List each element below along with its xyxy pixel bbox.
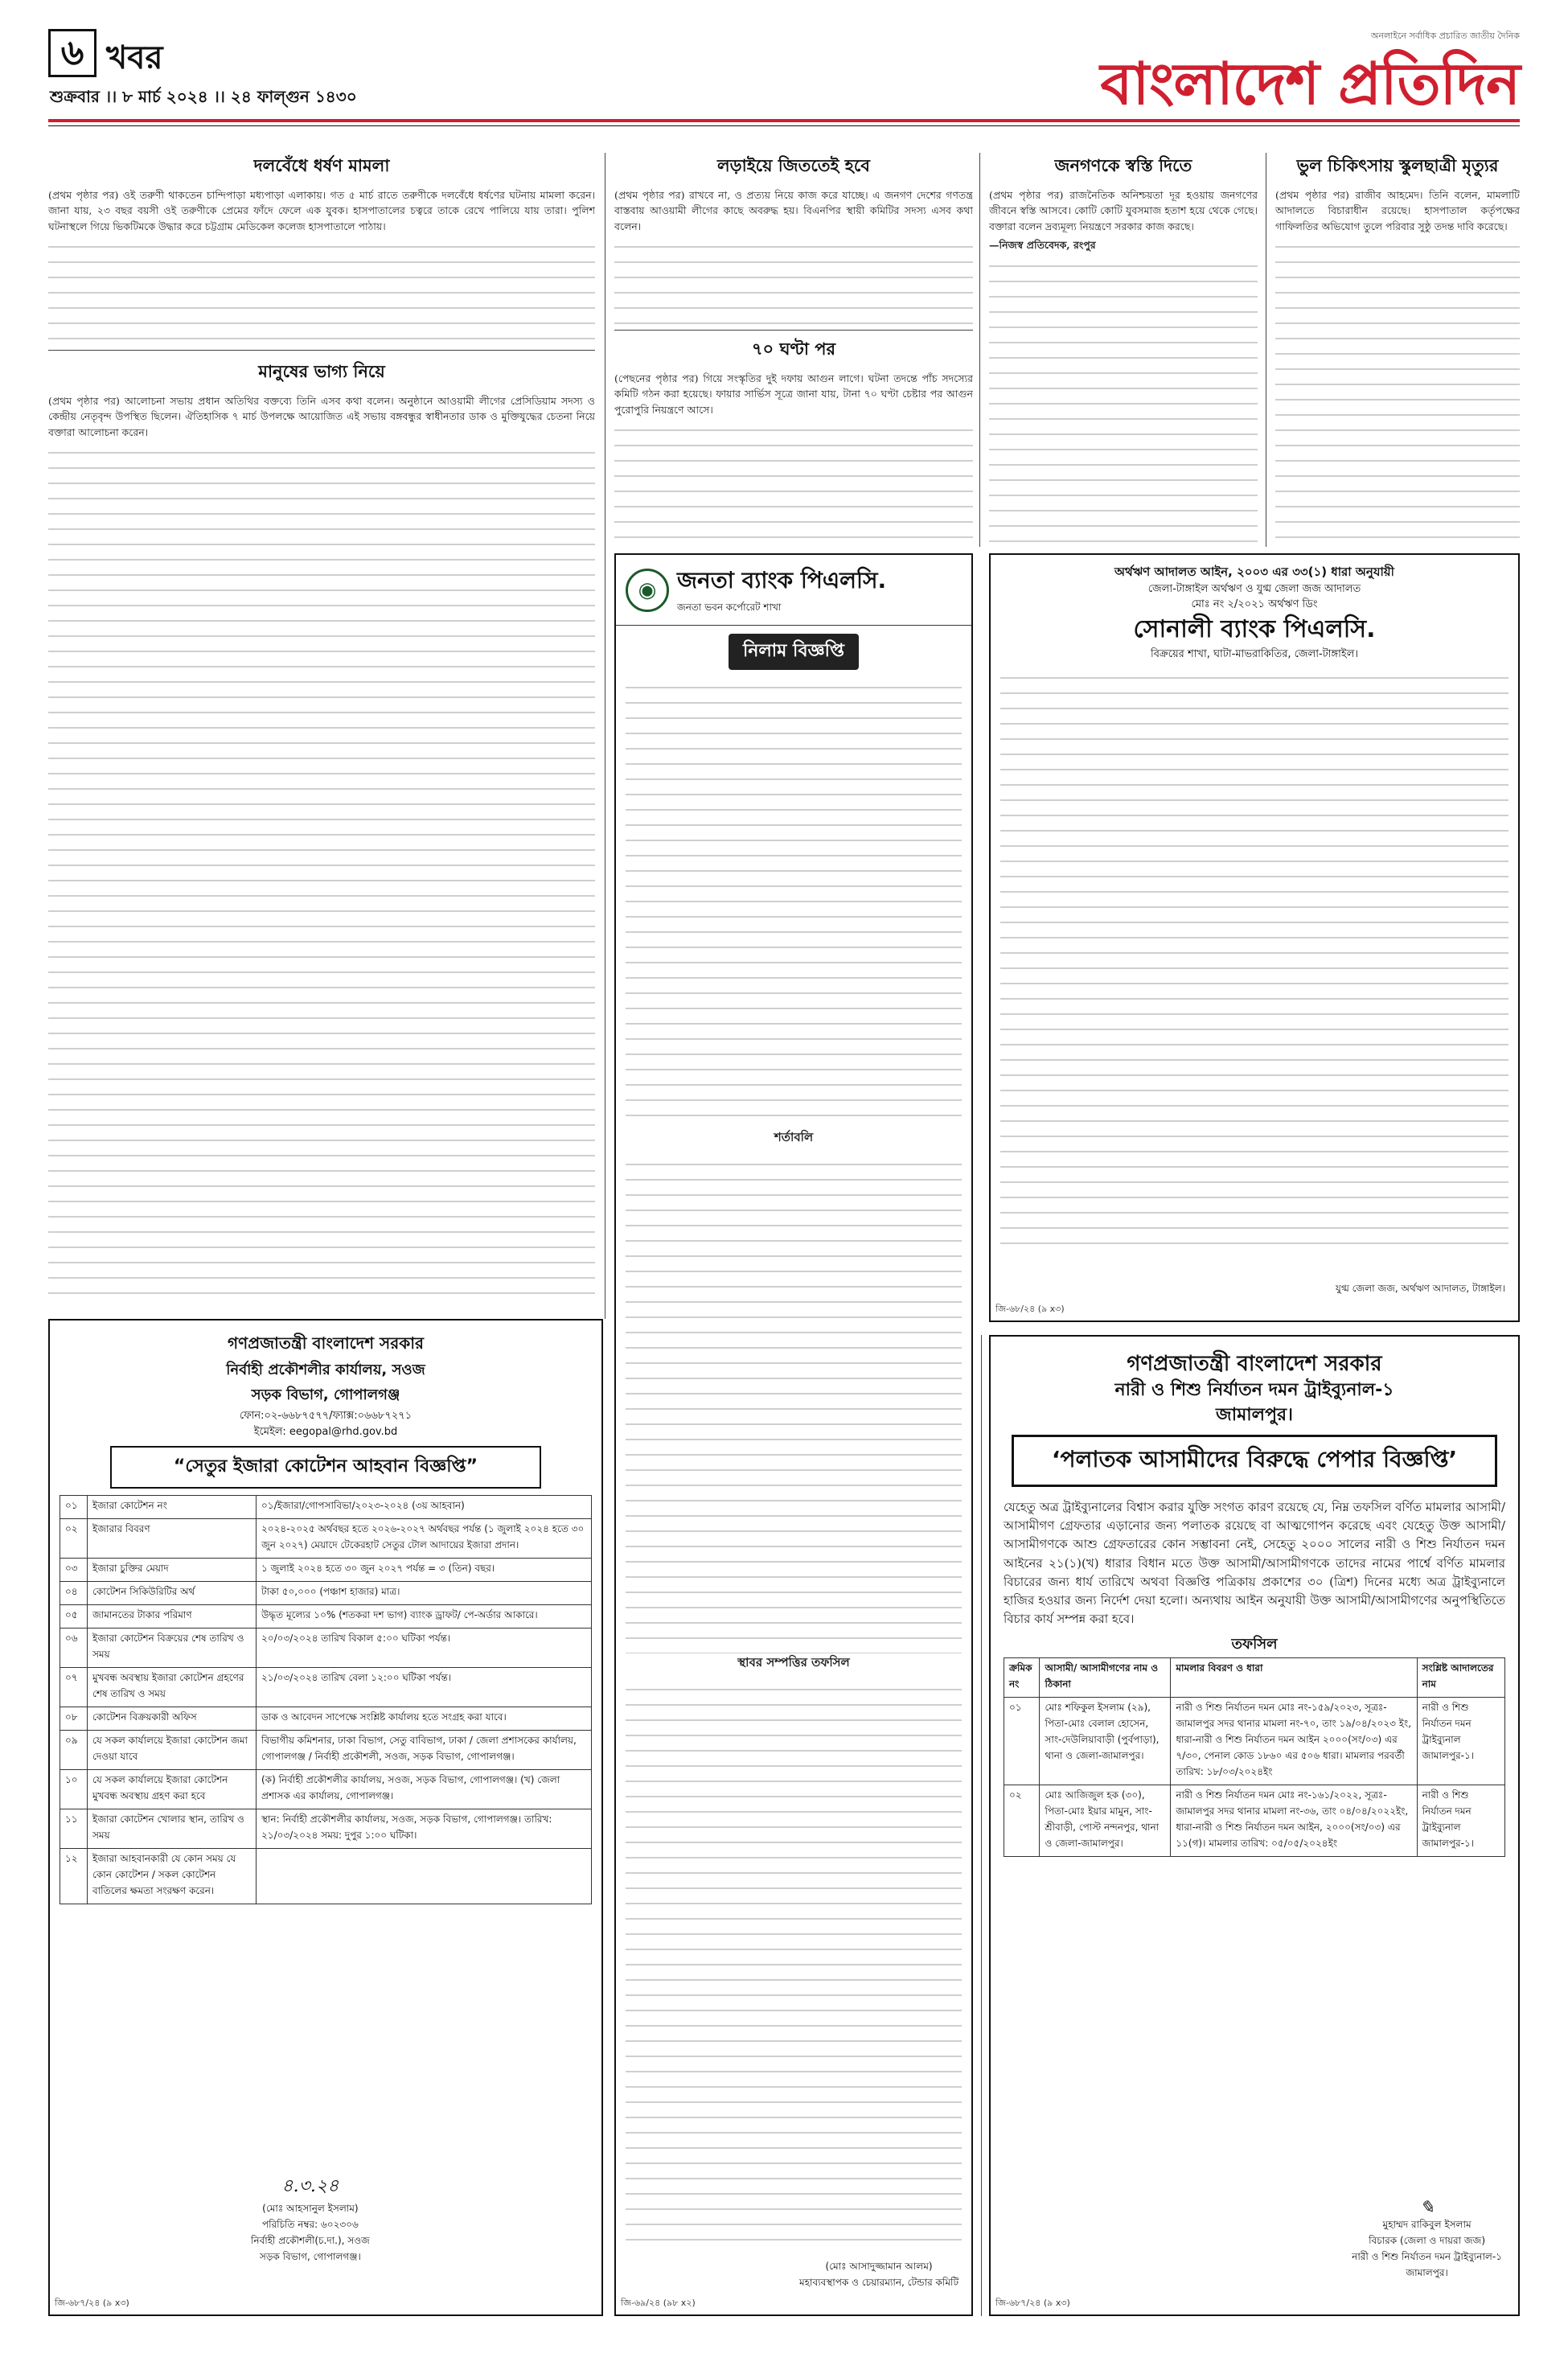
row-number: ০৫ xyxy=(60,1605,88,1629)
office-name: নির্বাহী প্রকৌশলীর কার্যালয়, সওজ xyxy=(226,1362,425,1378)
notice-text: যেহেতু অত্র ট্রাইব্যুনালের বিশ্বাস করার যুক্তি সংগত কারণ রয়েছে যে, নিম্ন তফসিল বর্ণিত মামলার আসামী/আসামীগণ গ্রেফতার এড়ানোর জন্য পলাতক রয়েছে বা আত্মগোপন করেছে এবং যেহেতু উক্ত আসামী/আসামীগণকে আশু গ্রেফতারের কোন সম্ভাবনা নেই, সেহেতু ২০০০ সালের নারী ও শিশু নির্যাতন দমন আইনের ২১(১)(খ) ধারার বিধান মতে উক্ত আসামী/আসামীগণকে তাদের নামের পার্শ্বে বর্ণিত মামলার বিচারের জন্য ধার্য তারিখে অথবা বিজ্ঞপ্তি পত্রিকায় প্রকাশের ৩০ (ত্রিশ) দিনের মধ্যে অত্র ট্রাইব্যুনালে হাজির হওয়ার জন্য নির্দেশ দেয়া হলো। অন্যথায় আইন অনুযায়ী উক্ত আসামী/আসামীগণের অনুপস্থিতিতে বিচার কার্য সম্পন্ন করা হবে। xyxy=(1004,1499,1505,1627)
notice-title: নিলাম বিজ্ঞপ্তি xyxy=(729,634,859,670)
signature: ৪.৩.২৪ xyxy=(281,2176,339,2196)
table-row xyxy=(60,1559,592,1582)
row-item: কোটেশন সিকিউরিটির অর্থ xyxy=(88,1582,257,1605)
article-text-lines xyxy=(1275,237,1520,547)
notice-text-lines xyxy=(1000,668,1508,1247)
signatory-name: মুহাম্মদ রাকিবুল ইসলাম xyxy=(1382,2219,1472,2230)
accused-table xyxy=(1004,1657,1505,1857)
table-row xyxy=(60,1731,592,1770)
signatory-court: নারী ও শিশু নির্যাতন দমন ট্রাইব্যুনাল-১ xyxy=(1352,2251,1502,2262)
signatory-name: (মোঃ আহসানুল ইসলাম) xyxy=(262,2203,359,2214)
signatory-role: বিচারক (জেলা ও দায়রা জজ) xyxy=(1369,2235,1486,2246)
signatory-place: সড়ক বিভাগ, গোপালগঞ্জ। xyxy=(259,2251,361,2262)
signature: ✎ xyxy=(1419,2198,1435,2218)
row-value: ০১/ইজারা/গোপসাবিভা/২০২৩-২০২৪ (৩য় আহবান) xyxy=(257,1496,592,1519)
article-fate-of-people xyxy=(48,359,595,1308)
article-must-win-fight xyxy=(614,153,973,326)
quotation-table xyxy=(60,1495,592,1904)
row-item: ইজারা কোটেশন নং xyxy=(88,1496,257,1519)
notice-title: “সেতুর ইজারা কোটেশন আহবান বিজ্ঞপ্তি” xyxy=(110,1446,540,1489)
table-row xyxy=(60,1809,592,1849)
row-value: টাকা ৫০,০০০ (পঞ্চাশ হাজার) মাত্র। xyxy=(257,1582,592,1605)
article-text-lines xyxy=(614,237,973,326)
row-value: ১ জুলাই ২০২৪ হতে ৩০ জুন ২০২৭ পর্যন্ত = ৩ (তিন) বছর। xyxy=(257,1559,592,1582)
table-row xyxy=(60,1770,592,1809)
article-headline: ৭০ ঘণ্টা পর xyxy=(751,339,836,359)
table-row xyxy=(60,1707,592,1731)
signatory-place: জামালপুর। xyxy=(1406,2267,1448,2278)
signatory-id: পরিচিতি নম্বর: ৬০২৩০৬ xyxy=(261,2219,359,2230)
row-value: বিভাগীয় কমিশনার, ঢাকা বিভাগ, সেতু বাবিভাগ, ঢাকা / জেলা প্রশাসকের কার্যালয়, গোপালগঞ্জ / নির্বাহী প্রকৌশলী, সওজ, সড়ক বিভাগ, গোপালগঞ্জ। xyxy=(257,1731,592,1770)
table-cell: ০১ xyxy=(1004,1697,1040,1785)
tagline: অনলাইনে সর্বাধিক প্রচারিত জাতীয় দৈনিক xyxy=(1370,31,1520,41)
column-header: ক্রমিক নং xyxy=(1004,1657,1040,1697)
row-item: ইজারা কোটেশন খোলার স্থান, তারিখ ও সময় xyxy=(88,1809,257,1849)
row-value xyxy=(257,1849,592,1904)
schedule-title: স্থাবর সম্পত্তির তফসিল xyxy=(737,1655,850,1670)
bank-branch: জনতা ভবন কর্পোরেট শাখা xyxy=(677,602,782,613)
row-item: যে সকল কার্যালয়ে ইজারা কোটেশন জমা দেওয়া যাবে xyxy=(88,1731,257,1770)
header-rule-thin xyxy=(48,125,1520,126)
page-header xyxy=(48,29,1520,142)
row-item: জামানতের টাকার পরিমাণ xyxy=(88,1605,257,1629)
row-item: যে সকল কার্যালয়ে ইজারা কোটেশন মুখবন্ধ অবস্থায় গ্রহণ করা হবে xyxy=(88,1770,257,1809)
article-wrong-treatment xyxy=(1275,153,1520,547)
row-item: ইজারা কোটেশন বিক্রয়ের শেষ তারিখ ও সময় xyxy=(88,1629,257,1668)
page-number: ৬ xyxy=(48,29,96,77)
table-row xyxy=(60,1629,592,1668)
phone: ফোন:০২-৬৬৮৭৫৭৭/ফ্যাক্স:০৬৬৮৭২৭১ xyxy=(239,1410,413,1422)
ad-ref: জি-৬৮/২৪ (৯ x৩) xyxy=(995,1304,1065,1314)
article-headline: দলবেঁধে ধর্ষণ মামলা xyxy=(253,156,390,175)
article-headline: মানুষের ভাগ্য নিয়ে xyxy=(258,362,385,381)
ad-ref: জি-৬৯/২৪ (৯৮ x২) xyxy=(621,2298,696,2308)
bank-branch: বিক্রয়ের শাখা, ঘাটা-মাভরাকিতির, জেলা-টাঙ্গাইল। xyxy=(1150,647,1359,660)
ad-ref: জি-৬৮৭/২৪ (৯ x৩) xyxy=(55,2298,129,2308)
article-divider xyxy=(48,350,595,351)
terms-text-lines xyxy=(626,1155,962,1653)
article-text-lines xyxy=(48,443,595,1308)
row-number: ১০ xyxy=(60,1770,88,1809)
signatory-name: (মোঃ আসাদুজ্জামান আলম) xyxy=(825,2261,933,2272)
column-divider xyxy=(979,153,980,547)
article-text-lines xyxy=(989,257,1258,548)
court-name: জেলা-টাঙ্গাইল অর্থঋণ ও যুগ্ম জেলা জজ আদালত xyxy=(1147,582,1361,595)
table-row xyxy=(60,1668,592,1707)
row-value: ২১/০৩/২০২৪ তারিখ বেলা ১২:০০ ঘটিকা পর্যন্ত। xyxy=(257,1668,592,1707)
row-value: ২০২৪-২০২৫ অর্থবছর হতে ২০২৬-২০২৭ অর্থবছর পর্যন্ত (১ জুলাই ২০২৪ হতে ৩০ জুন ২০২৭) মেয়াদে টেকেরহাট সেতুর টোল আদায়ের ইজারা প্রদান। xyxy=(257,1519,592,1559)
article-lead: (প্রথম পৃষ্ঠার পর) রাজনৈতিক অনিশ্চয়তা দূর হওয়ায় জনগণের জীবনে স্বস্তি আসবে। কোটি কোটি যুবসমাজ হতাশ হয়ে থেকে গেছে। বক্তারা বলেন দ্রব্যমূল্য নিয়ন্ত্রণে সরকার কাজ করছে। xyxy=(989,189,1258,232)
row-value: উদ্ধৃত মূল্যের ১০% (শতকরা দশ ভাগ) ব্যাংক ড্রাফট/ পে-অর্ডার আকারে। xyxy=(257,1605,592,1629)
row-value: স্থান: নির্বাহী প্রকৌশলীর কার্যালয়, সওজ, সড়ক বিভাগ, গোপালগঞ্জ। তারিখ: ২১/০৩/২০২৪ সময়: দুপুর ১:০০ ঘটিকা। xyxy=(257,1809,592,1849)
tribunal-notice-ad xyxy=(989,1335,1520,2316)
article-after-70-hours xyxy=(614,336,973,542)
ad-ref: জি-৬৮৭/২৪ (৯ x৩) xyxy=(995,2298,1070,2308)
notice-title: ‘পলাতক আসামীদের বিরুদ্ধে পেপার বিজ্ঞপ্তি’ xyxy=(1012,1435,1497,1487)
column-header: মামলার বিবরণ ও ধারা xyxy=(1171,1657,1417,1697)
table-row xyxy=(1004,1697,1505,1785)
bank-name: সোনালী ব্যাংক পিএলসি. xyxy=(1133,614,1376,643)
article-byline: —নিজস্ব প্রতিবেদক, রংপুর xyxy=(989,239,1096,252)
case-number: মোঃ নং ২/২০২১ অর্থঋণ ডিং xyxy=(1191,598,1318,610)
table-row xyxy=(1004,1785,1505,1856)
row-number: ০৪ xyxy=(60,1582,88,1605)
table-cell: মোঃ আজিজুল হক (৩০), পিতা-মোঃ ইয়ার মামুন, সাং-শ্রীবাড়ী, পোস্ট নন্দনপুর, থানা ও জেলা-জামালপুর। xyxy=(1040,1785,1171,1856)
table-cell: নারী ও শিশু নির্যাতন দমন মোঃ নং-১৫৯/২০২৩, সূত্রঃ-জামালপুর সদর থানার মামলা নং-৭০, তাং ১৯/০৪/২০২৩ ইং, ধারা-নারী ও শিশু নির্যাতন দমন আইন ২০০০(সং/০৩) এর ৭/৩০, পেনাল কোড ১৮৬০ এর ৫০৬ ধারা। মামলার পরবর্তী তারিখ: ১৮/০৩/২০২৪ইং xyxy=(1171,1697,1417,1785)
table-cell: নারী ও শিশু নির্যাতন দমন ট্রাইব্যুনাল জামালপুর-১। xyxy=(1417,1697,1504,1785)
table-row xyxy=(60,1605,592,1629)
article-lead: (প্রথম পৃষ্ঠার পর) ওই তরুণী থাকতেন চান্দিপাড়া মধ্যপাড়া এলাকায়। গত ৫ মার্চ রাতে তরুণীকে দলবেঁধে ধর্ষণের ঘটনায় মামলা করেন। জানা যায়, ২৩ বছর বয়সী ওই তরুণীকে প্রেমের ফাঁদে ফেলে এক যুবক। হাসপাতালের চত্বরে তাকে রেখে পালিয়ে যায় তারা। পুলিশ ঘটনাস্থলে গিয়ে ভিকটিমকে উদ্ধার করে চট্টগ্রাম মেডিকেল কলেজ হাসপাতালে পাঠায়। xyxy=(48,189,595,232)
dept-name: সড়ক বিভাগ, গোপালগঞ্জ xyxy=(251,1386,400,1403)
row-value: ২০/০৩/২০২৪ তারিখ বিকাল ৫:০০ ঘটিকা পর্যন্ত। xyxy=(257,1629,592,1668)
schedule-title: তফসিল xyxy=(1231,1635,1278,1653)
article-relief-to-people xyxy=(989,153,1258,547)
row-number: ০৭ xyxy=(60,1668,88,1707)
terms-title: শর্তাবলি xyxy=(774,1130,814,1144)
article-headline: জনগণকে স্বস্তি দিতে xyxy=(1054,156,1192,175)
gov-name: গণপ্রজাতন্ত্রী বাংলাদেশ সরকার xyxy=(1127,1352,1382,1376)
row-number: ০৬ xyxy=(60,1629,88,1668)
table-cell: নারী ও শিশু নির্যাতন দমন মোঃ নং-১৬১/২০২২, সূত্রঃ-জামালপুর সদর থানার মামলা নং-৩৬, তাং ০৪/০৪/২০২২ইং, ধারা-নারী ও শিশু নির্যাতন দমন আইন, ২০০০(সং/০৩) এর ১১(গ)। মামলার তারিখ: ০৫/০৫/২০২৪ইং xyxy=(1171,1785,1417,1856)
table-cell: ০২ xyxy=(1004,1785,1040,1856)
article-lead: (প্রথম পৃষ্ঠার পর) রাখবে না, ও প্রত্যয় নিয়ে কাজ করে যাচ্ছে। এ জনগণ দেশের গণতন্ত্র বাস্তবায় আওয়ামী লীগের কাছে অবরুদ্ধ হয়। বিএনপির স্থায়ী কমিটির সদস্য এসব কথা বলেন। xyxy=(614,189,973,232)
row-number: ১১ xyxy=(60,1809,88,1849)
column-header: আসামী/ আসামীগণের নাম ও ঠিকানা xyxy=(1040,1657,1171,1697)
masthead-logo[interactable]: বাংলাদেশ প্রতিদিন xyxy=(1100,49,1520,117)
court-name: নারী ও শিশু নির্যাতন দমন ট্রাইব্যুনাল-১ xyxy=(1114,1380,1394,1401)
signatory-role: নির্বাহী প্রকৌশলী(চ.দা.), সওজ xyxy=(251,2235,370,2246)
signatory-role: মহাব্যবস্থাপক ও চেয়ারম্যান, টেন্ডার কমিটি xyxy=(799,2277,958,2288)
row-item: ইজারা চুক্তির মেয়াদ xyxy=(88,1559,257,1582)
article-headline: ভুল চিকিৎসায় স্কুলছাত্রী মৃত্যুর xyxy=(1296,156,1499,175)
row-number: ০৩ xyxy=(60,1559,88,1582)
judge-title: যুগ্ম জেলা জজ, অর্থঋণ আদালত, টাঙ্গাইল। xyxy=(1335,1283,1505,1294)
row-item: ইজারা আহবানকারী যে কোন সময় যে কোন কোটেশন / সকল কোটেশন বাতিলের ক্ষমতা সংরক্ষণ করেন। xyxy=(88,1849,257,1904)
table-row xyxy=(60,1849,592,1904)
row-value: (ক) নির্বাহী প্রকৌশলীর কার্যালয়, সওজ, সড়ক বিভাগ, গোপালগঞ্জ। (খ) জেলা প্রশাসক এর কার্যালয়, গোপালগঞ্জ। xyxy=(257,1770,592,1809)
issue-date: শুক্রবার ।। ৮ মার্চ ২০২৪ ।। ২৪ ফাল্গুন ১৪৩০ xyxy=(50,87,357,106)
row-number: ০৯ xyxy=(60,1731,88,1770)
row-item: মুখবন্ধ অবস্থায় ইজারা কোটেশন গ্রহণের শেষ তারিখ ও সময় xyxy=(88,1668,257,1707)
bank-logo-icon: ◉ xyxy=(626,569,669,612)
rhd-quotation-ad xyxy=(48,1319,603,2316)
gov-name: গণপ্রজাতন্ত্রী বাংলাদেশ সরকার xyxy=(228,1333,424,1353)
column-divider xyxy=(981,1335,982,2316)
article-gang-rape xyxy=(48,153,595,346)
row-item: কোটেশন বিক্রয়কারী অফিস xyxy=(88,1707,257,1731)
column-header: সংশ্লিষ্ট আদালতের নাম xyxy=(1417,1657,1504,1697)
article-text-lines xyxy=(614,421,973,542)
row-item: ইজারার বিবরণ xyxy=(88,1519,257,1559)
article-headline: লড়াইয়ে জিততেই হবে xyxy=(717,156,870,175)
court-act: অর্থঋণ আদালত আইন, ২০০৩ এর ৩৩(১) ধারা অনুযায়ী xyxy=(1114,565,1394,579)
table-row xyxy=(60,1582,592,1605)
row-number: ০৮ xyxy=(60,1707,88,1731)
email: ইমেইল: eegopal@rhd.gov.bd xyxy=(253,1425,398,1438)
table-cell: নারী ও শিশু নির্যাতন দমন ট্রাইব্যুনাল জামালপুর-১। xyxy=(1417,1785,1504,1856)
sonali-bank-court-ad xyxy=(989,553,1520,1322)
article-text-lines xyxy=(48,237,595,346)
article-lead: (পেছনের পৃষ্ঠার পর) গিয়ে সংস্কৃতির দুই দফায় আগুন লাগে। ঘটনা তদন্তে পাঁচ সদস্যের কমিটি গঠন করা হয়েছে। ফায়ার সার্ভিস সূত্রে জানা যায়, টানা ৭০ ঘণ্টা চেষ্টার পর আগুন পুরোপুরি নিয়ন্ত্রণে আসে। xyxy=(614,372,973,416)
janata-bank-auction-ad xyxy=(614,553,973,2316)
schedule-text-lines xyxy=(626,1680,962,2243)
court-place: জামালপুর। xyxy=(1216,1405,1293,1426)
table-row xyxy=(60,1519,592,1559)
article-lead: (প্রথম পৃষ্ঠার পর) আলোচনা সভায় প্রধান অতিথির বক্তব্যে তিনি এসব কথা বলেন। অনুষ্ঠানে আওয়ামী লীগের প্রেসিডিয়াম সদস্য ও কেন্দ্রীয় নেতৃবৃন্দ উপস্থিত ছিলেন। ঐতিহাসিক ৭ মার্চ উপলক্ষে আয়োজিত এই সভায় বঙ্গবন্ধুর স্বাধীনতার ডাক ও মুক্তিযুদ্ধের চেতনা নিয়ে বক্তারা আলোচনা করেন। xyxy=(48,395,595,438)
row-value: ডাক ও আবেদন সাপেক্ষে সংশ্লিষ্ট কার্যালয় হতে সংগ্রহ করা যাবে। xyxy=(257,1707,592,1731)
article-divider xyxy=(614,330,973,331)
notice-text-lines xyxy=(626,678,962,1128)
article-lead: (প্রথম পৃষ্ঠার পর) রাজীব আহমেদ। তিনি বলেন, মামলাটি আদালতে বিচারাধীন রয়েছে। হাসপাতাল কর্তৃপক্ষের গাফিলতির অভিযোগ তুলে পরিবার সুষ্ঠু তদন্ত দাবি করেছে। xyxy=(1275,189,1520,232)
table-cell: মোঃ শফিকুল ইসলাম (২৯), পিতা-মোঃ বেলাল হোসেন, সাং-দেউলিয়াবাড়ী (পুর্বপাড়া), থানা ও জেলা-জামালপুর। xyxy=(1040,1697,1171,1785)
table-row xyxy=(60,1496,592,1519)
row-number: ০১ xyxy=(60,1496,88,1519)
bank-name: জনতা ব্যাংক পিএলসি. xyxy=(677,567,887,594)
section-title: খবর xyxy=(106,39,163,76)
row-number: ০২ xyxy=(60,1519,88,1559)
header-rule xyxy=(48,119,1520,122)
row-number: ১২ xyxy=(60,1849,88,1904)
